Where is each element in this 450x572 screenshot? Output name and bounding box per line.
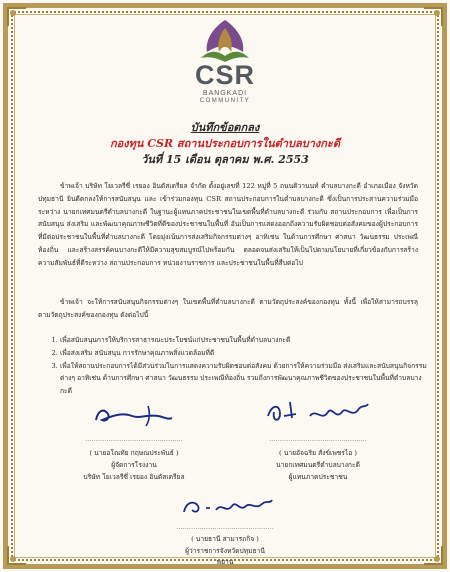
left-signatory-name: ( นายอโณทัย กฤษณประพันธ์ ) <box>89 449 179 457</box>
corner-ornament-icon <box>422 6 444 28</box>
agreement-paragraph-1: ข้าพเจ้า บริษัท โยเวลรีซี่ เรยอง อินดัสเตรียล จำกัด ตั้งอยู่เลขที่ 122 หมู่ที่ 5 ถนนติวานนท์ ตำบลบางกะดี อำเภอเมือง จังหวัดปทุมธานี ยินดีตกลงให้การสนับสนุน และ เข้าร่วมกองทุน CSR สถานประกอบการในตำบลบางกะดี ซึ่งเป็นการประสานความร่วมมือระหว่าง นายกเทศมนตรีตำบลบางกะดี ในฐานะผู้แทนภาคประชาชนในเขตพื้นที่ตำบลบางกะดี ร่วมกับ สถานประกอบการ เพื่อเป็นการสนับสนุน ส่งเสริม และพัฒนาคุณภาพชีวิตที่ดีของประชาชนในพื้นที่ อันเป็นการแสดงออกถึงความรับผิดชอบต่อสังคมของผู้ประกอบการที่มีต่อประชาชนในพื้นที่ตำบลบางกะดี โดยมุ่งเน้นการส่งเสริมกิจกรรมต่างๆ อาทิเช่น ในด้านการศึกษา ศาสนา วัฒนธรรม ประเพณีท้องถิ่น และสร้างสรรค์คนบางกะดีให้มีความสุขสมบูรณ์ไปพร้อมกัน ตลอดจนส่งเสริมให้เป็นไปตามนโยบายที่เกี่ยวข้องกับการสร้างความสัมพันธ์ที่ดีระหว่าง สถานประกอบการ หน่วยงานราชการ และประชาชนในพื้นที่สืบต่อไป <box>38 182 418 267</box>
left-signature-dots: .............................................. <box>85 435 183 443</box>
witness-label: พยาน <box>216 558 234 566</box>
csr-logo <box>180 18 270 118</box>
objective-item: 3. เพื่อให้สถานประกอบการได้มีส่วนร่วมในการแสดงความรับผิดชอบต่อสังคม ด้วยการให้ความร่วมมือ ส่งเสริมและสนับสนุนกิจกรรมต่างๆ อาทิเช่น ด้านการศึกษา ศาสนา วัฒนธรรม ประเพณีท้องถิ่น รวมถึงการพัฒนาคุณภาพชีวิตของประชาชนในพื้นที่ตำบลบางกะดี <box>60 360 430 398</box>
left-signatory-role: ผู้จัดการโรงงาน <box>111 461 157 469</box>
left-signature-image <box>88 398 178 432</box>
corner-ornament-icon <box>6 544 28 566</box>
objectives-list <box>46 334 430 398</box>
agreement-paragraph-2: ข้าพเจ้า จะให้การสนับสนุนกิจกรรมต่างๆ ในเขตพื้นที่ตำบลบางกะดี ตามวัตถุประสงค์ของกองทุน ทั้งนี้ เพื่อให้สามารถบรรลุตามวัตถุประสงค์ของกองทุน ดังต่อไปนี้ <box>38 298 418 319</box>
right-signature-image <box>262 394 372 432</box>
objective-item: 1. เพื่อสนับสนุนการให้บริการสาธารณะประโยชน์แก่ประชาชนในพื้นที่ตำบลบางกะดี <box>60 334 430 347</box>
document-subtitle: กองทุน CSR สถานประกอบการในตำบลบางกะดี <box>110 137 340 150</box>
corner-ornament-icon <box>6 6 28 28</box>
logo-subtitle-community: COMMUNITY <box>199 98 251 104</box>
right-signature-dots: .............................................. <box>269 435 367 443</box>
logo-wordmark: CSR <box>194 60 255 90</box>
corner-ornament-icon <box>422 544 444 566</box>
witness-name: ( นายธานี สามารถกิจ ) <box>191 535 259 543</box>
right-signatory-org: ผู้แทนภาคประชาชน <box>288 473 348 481</box>
document-date: วันที่ 15 เดือน ตุลาคม พ.ศ. 2553 <box>141 153 309 166</box>
witness-signature-dots: .............................................. <box>176 523 274 531</box>
witness-signature-image <box>176 488 276 522</box>
document-title: บันทึกข้อตกลง <box>190 121 260 134</box>
witness-role: ผู้ว่าราชการจังหวัดปทุมธานี <box>185 547 265 555</box>
right-signatory-role: นายกเทศมนตรีตำบลบางกะดี <box>276 461 360 469</box>
left-signatory-org: บริษัท โยเวลรีซี่ เรยอง อินดัสเตรียล <box>83 473 185 481</box>
objective-item: 2. เพื่อส่งเสริม สนับสนุน การรักษาคุณภาพสิ่งแวดล้อมที่ดี <box>60 347 430 360</box>
logo-subtitle-bangkadi: BANGKADI <box>202 90 248 97</box>
right-signatory-name: ( นายอัจฉริย สังข์เพชรไอ ) <box>279 449 357 457</box>
leaf-logo-icon <box>199 18 251 64</box>
